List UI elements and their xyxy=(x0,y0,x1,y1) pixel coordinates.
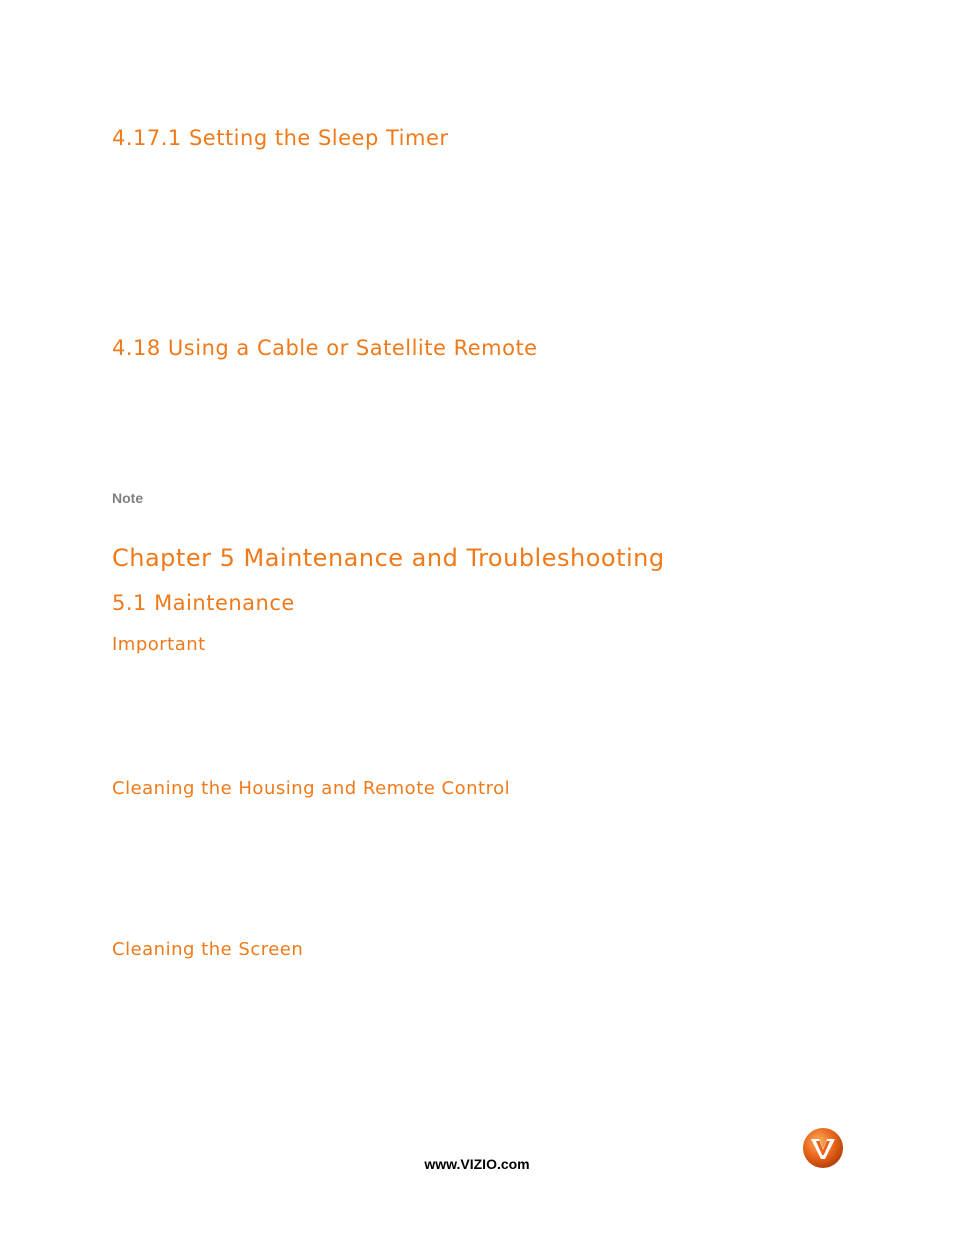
footer-url: www.VIZIO.com xyxy=(424,1156,530,1172)
logo-circle xyxy=(803,1128,843,1168)
subheading-cleaning-housing: Cleaning the Housing and Remote Control xyxy=(112,778,511,799)
vizio-v-logo-icon xyxy=(802,1127,844,1169)
note-label: Note xyxy=(112,490,144,506)
section-heading-maintenance: 5.1 Maintenance xyxy=(112,591,295,615)
subheading-cleaning-screen: Cleaning the Screen xyxy=(112,939,304,960)
section-heading-cable-remote: 4.18 Using a Cable or Satellite Remote xyxy=(112,336,538,360)
subheading-important: Important xyxy=(112,634,206,655)
section-heading-sleep-timer: 4.17.1 Setting the Sleep Timer xyxy=(112,126,449,150)
chapter-heading: Chapter 5 Maintenance and Troubleshooting xyxy=(112,544,665,572)
